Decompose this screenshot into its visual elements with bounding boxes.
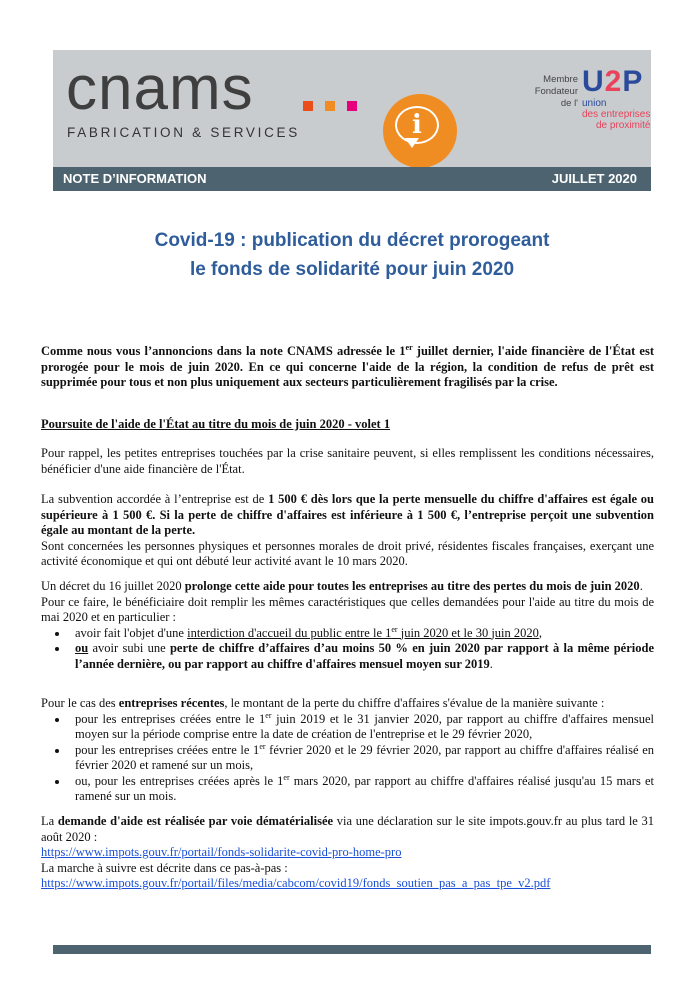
pas-a-pas-link[interactable]: https://www.impots.gouv.fr/portail/files/media/cabcom/covid19/fonds_soutien_pas_a_pas_tpe_v2.pdf [41,876,551,890]
u2p-member-text [506,74,578,110]
u2p-tagline [582,98,650,131]
li-text: avoir fait l'objet d'une [75,625,188,640]
p2-text-c: Sont concernées les personnes physiques et personnes morales de droit privé, résidentes fiscales françaises, exerçant une activité économique et qui ont débuté leur activité avant le 10 mars 2020. [41,538,654,568]
section-title [41,417,654,433]
member-line-2: Fondateur [534,86,578,97]
section-title-text: Poursuite de l'aide de l'État au titre du mois de juin 2020 - volet 1 [41,417,391,431]
paragraph-4 [41,696,654,805]
p5-text-a: La [41,814,58,828]
p4-list [41,712,654,805]
p2-bold: 1 500 € dès lors que la perte mensuelle du chiffre d'affaires est égale ou supérieure à 1 500 €. Si la perte de chiffre d'affaires est inférieure à 1 500 €, l’entreprise perçoit une subvention égale au montant de la perte. [41,492,654,537]
u2p-tag-3: de proximité [596,120,651,131]
paragraph-1 [41,446,654,477]
li-sup: er [283,772,290,782]
p4-text-c: , le montant de la perte du chiffre d'affaires s'évalue de la manière suivante : [224,696,605,710]
fonds-solidarite-link[interactable]: https://www.impots.gouv.fr/portail/fonds-solidarite-covid-pro-home-pro [41,845,402,859]
p3-text-a: Un décret du 16 juillet 2020 [41,579,185,593]
u2p-logo [582,66,643,98]
member-line-1: Membre [543,74,578,85]
title-line-2: le fonds de solidarité pour juin 2020 [189,259,515,280]
li-ou: ou [75,641,89,655]
paragraph-2 [41,492,654,570]
list-item [69,641,654,672]
li-end: , [538,625,543,640]
list-item [69,743,654,774]
u2p-2: 2 [604,65,623,98]
p4-bold: entreprises récentes [118,696,225,710]
note-title-bar [53,167,651,191]
li-text-b: mars 2020, par rapport au chiffre d'affaires réalisé jusqu'au 15 mars et ramené sur un mois. [75,773,654,803]
u2p-p: P [622,65,644,98]
paragraph-5 [41,814,654,892]
li-text: ou, pour les entreprises créées après le 1 [75,773,284,788]
p3-text-d: Pour ce faire, le bénéficiaire doit remplir les mêmes caractéristiques que celles demandées pour l'aide au titre du mois de mai 2020 et en particulier : [41,594,654,624]
intro-sup: er [405,342,413,352]
intro-text-a: Comme nous vous l’annoncions dans la note CNAMS adressée le 1 [41,344,406,358]
p5-text-c: via une déclaration sur le site impots.gouv.fr au plus tard le 31 août 2020 : [41,814,655,844]
li-text: avoir subi une [88,641,170,655]
note-type: NOTE D’INFORMATION [63,171,207,186]
li-text-b: juin 2019 et le 31 janvier 2020, par rapport au chiffre d'affaires mensuel moyen sur la période comprise entre la date de création de l'entreprise et le 29 février 2020, [75,711,655,741]
li-text-b: février 2020 et le 29 février 2020, par rapport au chiffre d'affaires réalisé en février 2020 et ramené sur un mois, [75,742,654,772]
title-line-1: Covid-19 : publication du décret prorogeant [154,230,550,251]
intro-text-b: juillet dernier, l'aide financière de l'État est prorogée pour le mois de juin 2020. En ce qui concerne l'aide de la région, la condition de refus de prêt est supprimée pour tous et non plus uniquement aux secteurs particulièrement fragilisés par la crise. [41,344,655,389]
li-text: pour les entreprises créées entre le 1 [75,742,260,757]
paragraph-3 [41,579,654,672]
logo-dot-2 [325,101,335,111]
p2-text-a: La subvention accordée à l’entreprise est de [41,492,269,506]
cnams-logo: cnams [66,54,254,123]
intro-paragraph [41,344,654,391]
p3-bold: prolonge cette aide pour toutes les entreprises au titre des pertes du mois de juin 2020 [184,579,640,593]
li-sup: er [259,741,266,751]
info-glyph: i [395,106,439,144]
logo-dot-3 [347,101,357,111]
p4-text-a: Pour le cas des [41,696,119,710]
p3-text-c: . [639,579,643,593]
li-text: pour les entreprises créées entre le 1 [75,711,266,726]
p5-bold: demande d'aide est réalisée par voie dématérialisée [57,814,334,828]
li-sup: er [391,624,398,634]
u2p-tag-2: des entreprises [582,109,651,120]
list-item [69,712,654,743]
p3-list [41,626,654,673]
footer-bar [53,945,651,954]
logo-dot-1 [303,101,313,111]
list-item [69,626,654,642]
logo-dots [303,98,369,116]
info-icon [383,94,457,168]
li-bold: perte de chiffre d’affaires d’au moins 50 % en juin 2020 par rapport à la même période l’année dernière, ou par rapport au chiffre d'affaires mensuel moyen sur 2019 [75,641,655,671]
list-item [69,774,654,805]
li-underlined: interdiction d'accueil du public entre le 1 [187,625,392,640]
speech-tail [405,138,419,148]
u2p-u: U [582,65,605,98]
p5-text-d: La marche à suivre est décrite dans ce pas-à-pas : [41,860,288,875]
logo-subtitle: FABRICATION & SERVICES [67,125,300,140]
li-underlined-2: juin 2020 et le 30 juin 2020 [397,625,539,640]
li-sup: er [265,710,272,720]
member-line-3: de l' [560,98,578,109]
li-end: . [489,656,493,671]
page-title [53,226,651,284]
p1-text: Pour rappel, les petites entreprises touchées par la crise sanitaire peuvent, si elles remplissent les conditions nécessaires, bénéficier d'une aide financière de l'État. [41,446,654,476]
u2p-tag-1: union [582,98,607,109]
note-date: JUILLET 2020 [551,171,637,186]
